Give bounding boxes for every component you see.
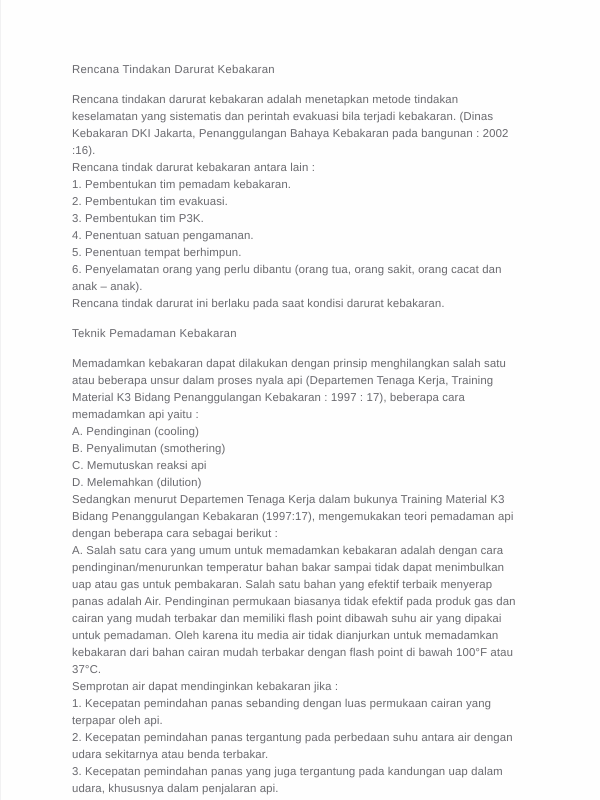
- list-item: 3. Kecepatan pemindahan panas yang juga tergantung pada kandungan uap dalam udara, khususnya dalam penjalaran api.: [72, 766, 503, 795]
- list-item: 5. Penentuan tempat berhimpun.: [72, 247, 242, 259]
- list-item: 3. Pembentukan tim P3K.: [72, 213, 204, 225]
- paragraph-teori-pemadaman-lead: Sedangkan menurut Departemen Tenaga Kerja dalam bukunya Training Material K3 Bidang Penanggulangan Kebakaran (1997:17), mengemukakan teori pemadaman api dengan beberapa cara sebagai berikut :: [72, 494, 514, 540]
- paragraph-teori-pemadaman-a: A. Salah satu cara yang umum untuk memadamkan kebakaran adalah dengan cara pendinginan/menurunkan temperatur bahan bakar sampai tidak dapat menimbulkan uap atau gas untuk pembakaran. Salah satu bahan yang efektif terbaik menyerap panas adalah Air. Pendinginan permukaan biasanya tidak efektif pada produk gas dan cairan yang mudah terbakar dan memiliki flash point dibawah suhu air yang dipakai untuk pemadaman. Oleh karena itu media air tidak dianjurkan untuk memadamkan kebakaran dari bahan cairan mudah terbakar dengan flash point di bawah 100°F atau 37°C.: [72, 545, 516, 676]
- list-item: 2. Pembentukan tim evakuasi.: [72, 196, 228, 208]
- section-heading-teknik-pemadaman: Teknik Pemadaman Kebakaran: [72, 328, 237, 340]
- spacer: [72, 313, 518, 326]
- paragraph-rencana-intro: Rencana tindakan darurat kebakaran adalah menetapkan metode tindakan keselamatan yang sistematis dan perintah evakuasi bila terjadi kebakaran. (Dinas Kebakaran DKI Jakarta, Penanggulangan Bahaya Kebakaran pada bangunan : 2002 :16).: [72, 94, 509, 157]
- list-item: 1. Pembentukan tim pemadam kebakaran.: [72, 179, 292, 191]
- list-item: 6. Penyelamatan orang yang perlu dibantu (orang tua, orang sakit, orang cacat dan anak – anak).: [72, 264, 502, 293]
- list-item: A. Pendinginan (cooling): [72, 426, 199, 438]
- list-cara-memadamkan-api: [72, 424, 518, 492]
- list-semprotan-air: [72, 696, 518, 798]
- spacer: [72, 343, 518, 356]
- list-rencana-tindak-darurat: [72, 177, 518, 296]
- list-item: 2. Kecepatan pemindahan panas tergantung pada perbedaan suhu antara air dengan udara sekitarnya atau benda terbakar.: [72, 732, 513, 761]
- section-heading-rencana-tindakan: Rencana Tindakan Darurat Kebakaran: [72, 64, 275, 76]
- list-item: B. Penyalimutan (smothering): [72, 443, 226, 455]
- document-body: [72, 62, 518, 798]
- paragraph-semprotan-air-lead: Semprotan air dapat mendinginkan kebakaran jika :: [72, 681, 339, 693]
- list-item: 4. Penentuan satuan pengamanan.: [72, 230, 254, 242]
- spacer: [72, 79, 518, 92]
- paragraph-teknik-intro: Memadamkan kebakaran dapat dilakukan dengan prinsip menghilangkan salah satu atau beberapa unsur dalam proses nyala api (Departemen Tenaga Kerja, Training Material K3 Bidang Penanggulangan Kebakaran : 1997 : 17), beberapa cara memadamkan api yaitu :: [72, 358, 507, 421]
- list-item: C. Memutuskan reaksi api: [72, 460, 207, 472]
- paragraph-rencana-closing: Rencana tindak darurat ini berlaku pada saat kondisi darurat kebakaran.: [72, 298, 445, 310]
- paragraph-rencana-list-lead: Rencana tindak darurat kebakaran antara lain :: [72, 162, 315, 174]
- list-item: 1. Kecepatan pemindahan panas sebanding dengan luas permukaan cairan yang terpapar oleh api.: [72, 698, 492, 727]
- list-item: D. Melemahkan (dilution): [72, 477, 202, 489]
